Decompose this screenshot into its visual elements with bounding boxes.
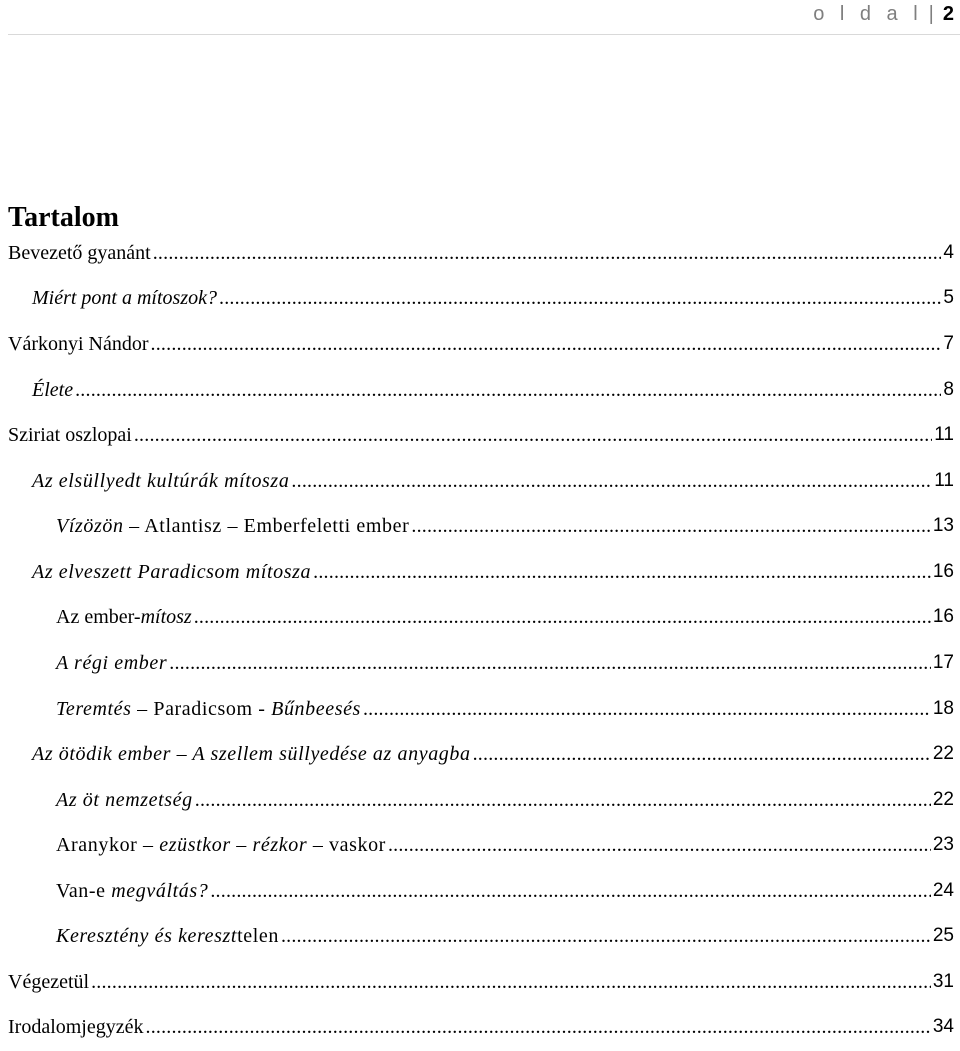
toc-entry-ember-mitosz[interactable] (56, 600, 954, 630)
page-number-area (813, 2, 954, 26)
toc-entry-label-start: Az ember- (56, 606, 141, 628)
dot-leader (473, 741, 931, 767)
toc-entry-page: 4 (943, 242, 954, 263)
toc-entry-label-italic: ezüstkor – rézkor – (159, 834, 324, 856)
dot-leader (91, 969, 931, 995)
toc-entry-elete[interactable] (32, 373, 954, 403)
dot-leader (219, 285, 941, 311)
toc-entry-label: Az ötödik ember – A szellem süllyedése az anyagba (32, 743, 471, 765)
dot-leader (363, 696, 931, 722)
toc-entry-vizozon[interactable] (56, 509, 954, 539)
toc-entry-label (56, 923, 279, 949)
toc-entry-page: 8 (943, 379, 954, 400)
toc-entry-label-rest: – Atlantisz – Emberfeletti ember (123, 515, 410, 537)
dot-leader (388, 832, 931, 858)
toc-entry-label-end: vaskor (323, 834, 386, 856)
toc-entry-page: 22 (932, 789, 954, 810)
toc-entry-elsullyedt-kulturak[interactable] (32, 464, 954, 494)
toc-entry-irodalomjegyzek[interactable] (8, 1010, 954, 1040)
toc-entry-teremtes[interactable] (56, 692, 954, 722)
toc-entry-page: 13 (932, 515, 954, 536)
toc-entry-varkonyi-nandor[interactable] (8, 327, 954, 357)
toc-entry-miert-pont-a-mitoszok[interactable] (32, 281, 954, 311)
dot-leader (291, 468, 932, 494)
toc-entry-otodik-ember[interactable] (32, 737, 954, 767)
toc-entry-page: 31 (932, 971, 954, 992)
dot-leader (194, 604, 931, 630)
toc-entry-page: 18 (932, 698, 954, 719)
toc-entry-page: 34 (932, 1016, 954, 1037)
toc-entry-page: 16 (932, 561, 954, 582)
page-header (8, 0, 960, 35)
toc-entry-label-italic: Keresztény és kereszt (56, 925, 238, 947)
toc-entry-vegezetul[interactable] (8, 965, 954, 995)
toc-entry-label: Irodalomjegyzék (8, 1016, 144, 1038)
dot-leader (169, 650, 931, 676)
toc-entry-label-italic-end: Bűnbeesés (271, 698, 361, 720)
toc-entry-label-italic: megváltás? (111, 880, 209, 902)
toc-entry-elveszett-paradicsom[interactable] (32, 555, 954, 585)
toc-entry-label (56, 604, 192, 630)
toc-entry-label-start: Van-e (56, 880, 112, 902)
toc-entry-label: Végezetül (8, 971, 90, 993)
toc-entry-label-italic: mítosz (140, 606, 192, 628)
dot-leader (281, 923, 931, 949)
toc-entry-label: Várkonyi Nándor (8, 333, 149, 355)
toc-entry-label: Bevezető gyanánt (8, 242, 151, 264)
page-number: 2 (942, 3, 954, 25)
dot-leader (411, 513, 930, 539)
page-word: o l d a l (813, 3, 923, 25)
toc-entry-label-start: Aranykor – (56, 834, 160, 856)
toc-entry-page: 17 (932, 652, 954, 673)
toc-entry-van-e-megvaltas[interactable] (56, 874, 954, 904)
toc-entry-kereszteny[interactable] (56, 919, 954, 949)
toc-entry-label: A régi ember (56, 652, 168, 674)
toc-entry-label: Az öt nemzetség (56, 789, 193, 811)
toc-entry-page: 24 (932, 880, 954, 901)
toc-entry-aranykor[interactable] (56, 828, 954, 858)
dot-leader (151, 331, 942, 357)
toc-entry-label-italic: Vízözön (56, 515, 124, 537)
dot-leader (210, 878, 931, 904)
toc-entry-label: Az elveszett Paradicsom mítosza (32, 561, 312, 583)
toc-entry-label (56, 878, 208, 904)
toc-entry-label (56, 832, 386, 858)
dot-leader (195, 787, 931, 813)
toc-entry-page: 11 (934, 424, 954, 445)
toc-entry-bevezeto[interactable] (8, 236, 954, 266)
toc-entry-label (56, 513, 409, 539)
toc-entry-page: 16 (932, 606, 954, 627)
toc-entry-page: 7 (943, 333, 954, 354)
dot-leader (146, 1014, 931, 1040)
toc-entry-regi-ember[interactable] (56, 646, 954, 676)
toc-entry-page: 22 (932, 743, 954, 764)
dot-leader (75, 377, 941, 403)
page-separator: | (928, 3, 934, 25)
toc-entry-page: 25 (932, 925, 954, 946)
toc-entry-page: 23 (932, 834, 954, 855)
toc-entry-page: 11 (934, 470, 954, 491)
toc-entry-label-middle: – Paradicsom - (131, 698, 272, 720)
dot-leader (313, 559, 931, 585)
dot-leader (153, 240, 942, 266)
toc-entry-ot-nemzetseg[interactable] (56, 783, 954, 813)
toc-entry-label-end: telen (237, 925, 279, 947)
toc-title: Tartalom (8, 202, 119, 233)
toc-entry-label-italic: Teremtés (56, 698, 132, 720)
toc-entry-label: Miért pont a mítoszok? (32, 287, 217, 309)
toc-entry-sziriat-oszlopai[interactable] (8, 418, 954, 448)
toc-entry-page: 5 (943, 287, 954, 308)
dot-leader (134, 422, 932, 448)
toc-entry-label: Az elsüllyedt kultúrák mítosza (32, 470, 290, 492)
toc-entry-label: Élete (32, 379, 74, 401)
toc-entry-label: Sziriat oszlopai (8, 424, 132, 446)
toc-entry-label (56, 696, 361, 722)
